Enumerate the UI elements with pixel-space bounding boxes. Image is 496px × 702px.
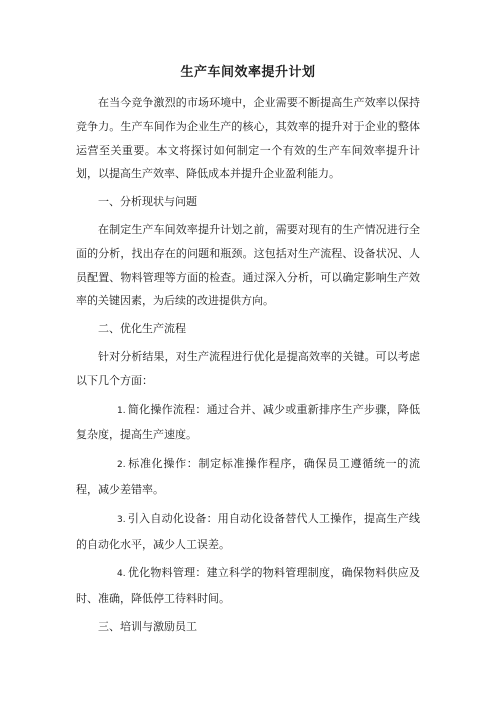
list-item (76, 561, 420, 611)
list-item (76, 507, 420, 557)
list-item-text: 优化物料管理：建立科学的物料管理制度，确保物料供应及时、准确，降低停工待料时间。 (76, 566, 420, 606)
list-item-number: 4. (117, 569, 126, 580)
section-heading-analysis: 一、分析现状与问题 (98, 195, 197, 209)
section-body-optimize: 针对分析结果，对生产流程进行优化是提高效率的关键。可以考虑以下几个方面： (76, 349, 420, 387)
document-title: 生产车间效率提升计划 (180, 65, 316, 80)
list-item-text: 简化操作流程：通过合并、减少或重新排序生产步骤，降低复杂度，提高生产速度。 (76, 402, 420, 442)
list-item-number: 3. (117, 514, 126, 525)
section-heading-optimize: 二、优化生产流程 (98, 322, 186, 336)
list-item-text: 标准化操作：制定标准操作程序，确保员工遵循统一的流程，减少差错率。 (76, 457, 420, 496)
list-item-number: 2. (117, 460, 126, 471)
section-body-analysis: 在制定生产车间效率提升计划之前，需要对现有的生产情况进行全面的分析，找出存在的问题和瓶颈。这包括对生产流程、设备状况、人员配置、物料管理等方面的检查。通过深入分析，可以确定影响生产效率的关键因素，为后续的改进提供方向。 (76, 222, 420, 308)
section-heading-training: 三、培训与激励员工 (98, 619, 197, 633)
intro-paragraph: 在当今竞争激烈的市场环境中，企业需要不断提高生产效率以保持竞争力。生产车间作为企业生产的核心，其效率的提升对于企业的整体运营至关重要。本文将探讨如何制定一个有效的生产车间效率提升计划，以提高生产效率、降低成本并提升企业盈利能力。 (76, 96, 420, 181)
list-item-number: 1. (117, 405, 126, 416)
document-body (76, 91, 420, 639)
list-item (76, 398, 420, 448)
list-item-text: 引入自动化设备：用自动化设备替代人工操作，提高生产线的自动化水平，减少人工误差。 (76, 511, 420, 551)
list-item (76, 452, 420, 502)
